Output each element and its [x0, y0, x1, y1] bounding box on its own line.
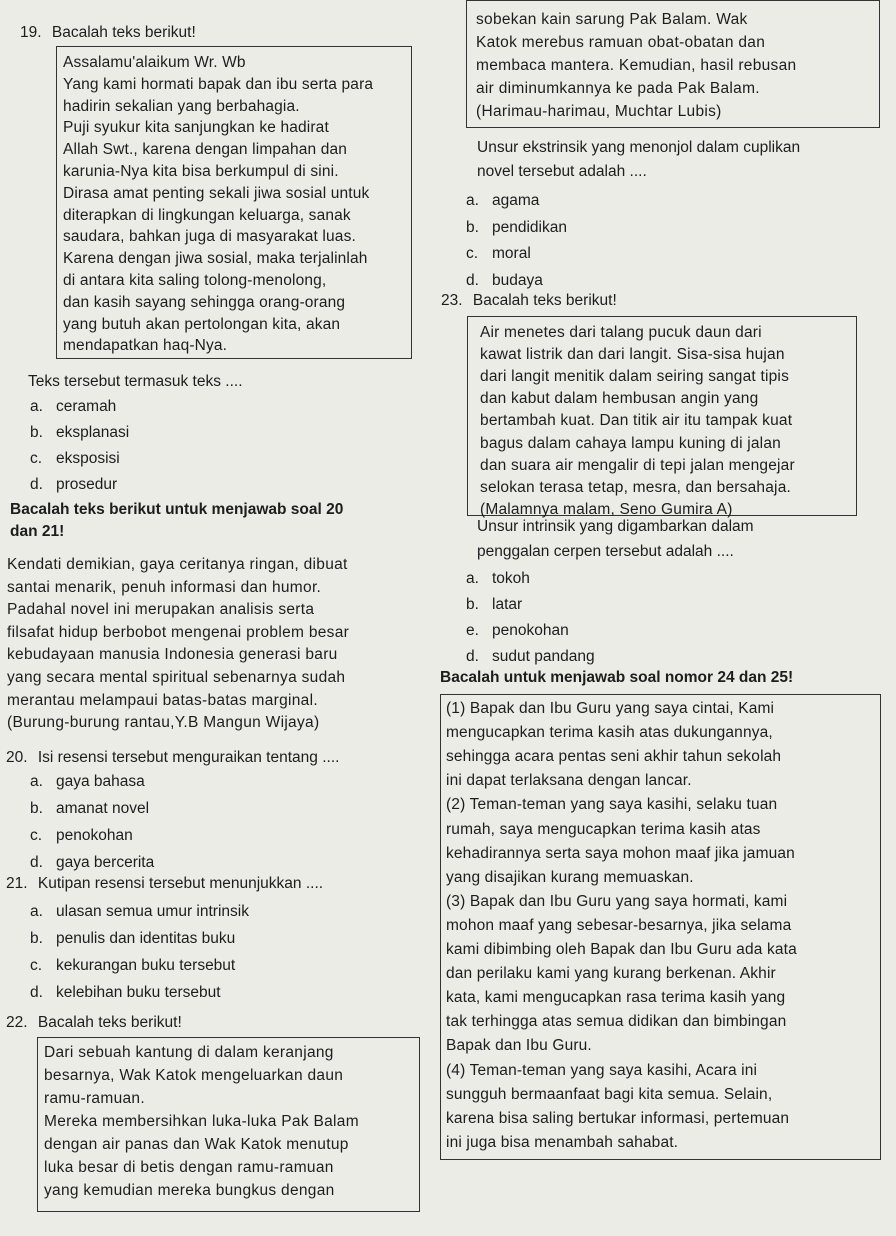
- answer-option[interactable]: [466, 191, 539, 211]
- passage-line: Katok merebus ramuan obat-obatan dan: [476, 34, 766, 51]
- option-text: agama: [492, 192, 540, 209]
- passage-line: kehadirannya serta saya mohon maaf jika jamuan: [446, 844, 795, 862]
- passage-line: dan kasih sayang sehingga orang-orang: [63, 293, 346, 311]
- passage-line: diterapkan di lingkungan keluarga, sanak: [63, 206, 351, 224]
- passage-line: dan kabut dalam hembusan angin yang: [480, 390, 759, 408]
- passage-line: ramu-ramuan.: [44, 1090, 145, 1107]
- answer-option[interactable]: [30, 983, 221, 1003]
- q23-question-line1: Unsur intrinsik yang digambarkan dalam: [477, 518, 754, 535]
- answer-option[interactable]: [30, 956, 235, 976]
- passage-line: sehingga acara pentas seni akhir tahun sekolah: [446, 748, 782, 766]
- option-letter: d.: [30, 854, 43, 871]
- q23-passage-box: [467, 316, 857, 516]
- passage-24-25-box: [440, 694, 881, 1160]
- option-letter: b.: [30, 800, 43, 817]
- passage-line: hadirin sekalian yang berbahagia.: [63, 97, 300, 115]
- passage-line: mendapatkan haq-Nya.: [63, 337, 228, 355]
- answer-option[interactable]: [30, 772, 145, 792]
- answer-option[interactable]: [466, 569, 530, 589]
- q19-number: 19.: [20, 24, 42, 41]
- passage-line: yang disajikan kurang memuaskan.: [446, 868, 694, 886]
- passage-line: karunia-Nya kita bisa berkumpul di sini.: [63, 163, 339, 180]
- passage-line: kami dibimbing oleh Bapak dan Ibu Guru ada kata: [446, 941, 797, 958]
- passage-line: di antara kita saling tolong-menolong,: [63, 272, 327, 289]
- passage-line: Assalamu'alaikum Wr. Wb: [63, 54, 246, 71]
- passage-line: ini dapat terlaksana dengan lancar.: [446, 772, 692, 790]
- answer-option[interactable]: [466, 271, 543, 291]
- answer-option[interactable]: [30, 826, 133, 846]
- passage-line: (1) Bapak dan Ibu Guru yang saya cintai, Kami: [446, 700, 775, 717]
- option-text: penokohan: [56, 827, 133, 844]
- passage-line: membaca mantera. Kemudian, hasil rebusan: [476, 57, 797, 74]
- option-text: penulis dan identitas buku: [56, 930, 236, 947]
- q21-header: [6, 874, 323, 894]
- q22-passage-box-left: [37, 1037, 420, 1212]
- option-text: budaya: [492, 271, 543, 289]
- passage-line: kebudayaan manusia Indonesia generasi baru: [7, 646, 338, 664]
- passage-line: bertambah kuat. Dan titik air itu tampak kuat: [480, 412, 793, 430]
- option-letter: c.: [30, 957, 43, 974]
- option-letter: c.: [30, 827, 43, 844]
- option-text: ceramah: [56, 398, 117, 415]
- passage-line: Padahal novel ini merupakan analisis serta: [7, 601, 315, 619]
- passage-line: besarnya, Wak Katok mengeluarkan daun: [44, 1067, 344, 1084]
- q19-question: Teks tersebut termasuk teks ....: [28, 373, 243, 390]
- option-letter: a.: [30, 903, 43, 920]
- option-text: penokohan: [492, 622, 569, 639]
- answer-option[interactable]: [30, 475, 117, 495]
- passage-line: dan suara air mengalir di tepi jalan mengejar: [480, 456, 795, 474]
- option-letter: b.: [466, 218, 479, 236]
- answer-option[interactable]: [30, 397, 116, 417]
- option-letter: b.: [466, 596, 479, 613]
- answer-option[interactable]: [30, 853, 154, 873]
- q20-question: Isi resensi tersebut menguraikan tentang ....: [37, 749, 340, 766]
- option-text: eksplanasi: [56, 424, 130, 441]
- passage-line: Karena dengan jiwa sosial, maka terjalinlah: [63, 250, 368, 268]
- option-text: kekurangan buku tersebut: [56, 957, 236, 974]
- answer-option[interactable]: [466, 218, 567, 238]
- passage-line: dengan air panas dan Wak Katok menutup: [44, 1136, 349, 1153]
- passage-line: sobekan kain sarung Pak Balam. Wak: [476, 11, 748, 28]
- passage-line: (4) Teman-teman yang saya kasihi, Acara ini: [446, 1061, 758, 1079]
- q22-question-line2: novel tersebut adalah ....: [477, 163, 647, 180]
- option-text: pendidikan: [492, 218, 567, 236]
- option-text: latar: [492, 596, 523, 613]
- answer-option[interactable]: [466, 621, 569, 641]
- answer-option[interactable]: [466, 595, 522, 615]
- passage-line: Allah Swt., karena dengan limpahan dan: [63, 141, 348, 159]
- passage-line: merantau melampaui batas-batas marginal.: [7, 691, 318, 709]
- answer-option[interactable]: [30, 799, 149, 819]
- q23-header: [441, 291, 617, 311]
- option-letter: e.: [466, 622, 479, 639]
- option-text: gaya bahasa: [56, 773, 145, 790]
- q21-question: Kutipan resensi tersebut menunjukkan ....: [37, 875, 324, 892]
- q23-number: 23.: [441, 292, 463, 309]
- passage-line: sungguh bermaanfaat bagi kita semua. Selain,: [446, 1085, 773, 1103]
- option-letter: d.: [466, 271, 479, 289]
- passage-line: dari langit menitik dalam seiring sangat tipis: [480, 368, 790, 386]
- passage-line: (Harimau-harimau, Muchtar Lubis): [476, 103, 722, 120]
- passage-line: mengucapkan terima kasih atas dukungannya,: [446, 724, 773, 742]
- option-text: kelebihan buku tersebut: [56, 984, 221, 1001]
- q21-number: 21.: [6, 875, 28, 892]
- passage-20-21-box: [7, 547, 410, 736]
- passage-line: Yang kami hormati bapak dan ibu serta para: [63, 75, 374, 93]
- passage-line: air diminumkannya ke pada Pak Balam.: [476, 80, 760, 97]
- passage-line: (3) Bapak dan Ibu Guru yang saya hormati, kami: [446, 892, 788, 910]
- answer-option[interactable]: [30, 423, 129, 443]
- instruction-20-21-line1: Bacalah teks berikut untuk menjawab soal 20: [10, 501, 344, 518]
- passage-line: santai menarik, penuh informasi dan humor.: [7, 578, 322, 596]
- option-letter: c.: [30, 450, 43, 467]
- passage-line: yang secara mental spiritual sebenarnya sudah: [7, 669, 346, 686]
- passage-line: Air menetes dari talang pucuk daun dari: [480, 324, 762, 341]
- option-text: ulasan semua umur intrinsik: [56, 903, 249, 920]
- passage-line: saudara, bahkan juga di masyarakat luas.: [63, 228, 356, 246]
- option-text: moral: [492, 245, 531, 262]
- answer-option[interactable]: [30, 929, 235, 949]
- passage-line: filsafat hidup berbobot mengenai problem besar: [7, 623, 350, 641]
- answer-option[interactable]: [466, 244, 531, 264]
- option-letter: d.: [30, 984, 43, 1001]
- instruction-24-25: Bacalah untuk menjawab soal nomor 24 dan 25!: [440, 669, 794, 686]
- option-letter: a.: [30, 398, 43, 415]
- option-letter: b.: [30, 424, 43, 441]
- q20-number: 20.: [6, 749, 28, 766]
- passage-line: bagus dalam cahaya lampu kuning di jalan: [480, 434, 781, 452]
- option-text: amanat novel: [56, 800, 150, 817]
- passage-line: Dari sebuah kantung di dalam keranjang: [44, 1044, 334, 1061]
- option-letter: b.: [30, 930, 43, 947]
- passage-line: Bapak dan Ibu Guru.: [446, 1037, 592, 1055]
- passage-line: yang butuh akan pertolongan kita, akan: [63, 315, 341, 333]
- passage-line: tak terhingga atas semua didikan dan bimbingan: [446, 1013, 787, 1031]
- answer-option[interactable]: [466, 647, 595, 667]
- passage-line: luka besar di betis dengan ramu-ramuan: [44, 1159, 334, 1176]
- q20-header: [6, 748, 339, 768]
- q22-header: [6, 1013, 182, 1033]
- option-letter: a.: [466, 192, 479, 209]
- q22-prompt: Bacalah teks berikut!: [37, 1014, 182, 1031]
- option-text: eksposisi: [56, 450, 120, 467]
- passage-line: karena bisa saling bertukar informasi, pertemuan: [446, 1109, 790, 1127]
- passage-line: (Burung-burung rantau,Y.B Mangun Wijaya): [7, 714, 320, 732]
- passage-line: dan perilaku kami yang kurang berkenan. Akhir: [446, 965, 776, 983]
- passage-line: (2) Teman-teman yang saya kasihi, selaku tuan: [446, 796, 778, 814]
- option-letter: d.: [30, 476, 43, 493]
- option-text: sudut pandang: [492, 648, 595, 665]
- q19-header: [20, 23, 196, 43]
- option-letter: d.: [466, 648, 479, 665]
- passage-line: rumah, saya mengucapkan terima kasih atas: [446, 820, 761, 838]
- option-letter: a.: [466, 570, 479, 587]
- q22-number: 22.: [6, 1014, 28, 1031]
- q22-passage-box-right: [466, 0, 880, 128]
- answer-option[interactable]: [30, 902, 249, 922]
- option-text: prosedur: [56, 476, 118, 493]
- passage-line: Puji syukur kita sanjungkan ke hadirat: [63, 119, 329, 137]
- passage-line: Dirasa amat penting sekali jiwa sosial untuk: [63, 184, 370, 202]
- passage-line: (Malamnya malam, Seno Gumira A): [480, 500, 733, 518]
- passage-line: kata, kami mengucapkan rasa terima kasih yang: [446, 989, 786, 1007]
- passage-line: mohon maaf yang sebesar-besarnya, jika selama: [446, 916, 792, 934]
- passage-line: Mereka membersihkan luka-luka Pak Balam: [44, 1113, 359, 1130]
- q19-prompt: Bacalah teks berikut!: [51, 24, 196, 41]
- option-text: gaya bercerita: [56, 854, 155, 871]
- answer-option[interactable]: [30, 449, 120, 469]
- instruction-20-21-line2: dan 21!: [10, 523, 65, 540]
- passage-line: kawat listrik dan dari langit. Sisa-sisa hujan: [480, 346, 785, 364]
- option-letter: a.: [30, 773, 43, 790]
- passage-line: selokan terasa tetap, mesra, dan bersahaja.: [480, 478, 792, 496]
- q19-passage-box: [56, 46, 412, 359]
- passage-line: ini juga bisa menambah sahabat.: [446, 1133, 679, 1151]
- passage-line: yang kemudian mereka bungkus dengan: [44, 1182, 335, 1199]
- q23-question-line2: penggalan cerpen tersebut adalah ....: [477, 543, 734, 560]
- passage-line: Kendati demikian, gaya ceritanya ringan, dibuat: [7, 556, 348, 573]
- q23-prompt: Bacalah teks berikut!: [472, 292, 617, 309]
- option-letter: c.: [466, 245, 479, 262]
- option-text: tokoh: [492, 570, 530, 587]
- q22-question-line1: Unsur ekstrinsik yang menonjol dalam cuplikan: [477, 139, 801, 156]
